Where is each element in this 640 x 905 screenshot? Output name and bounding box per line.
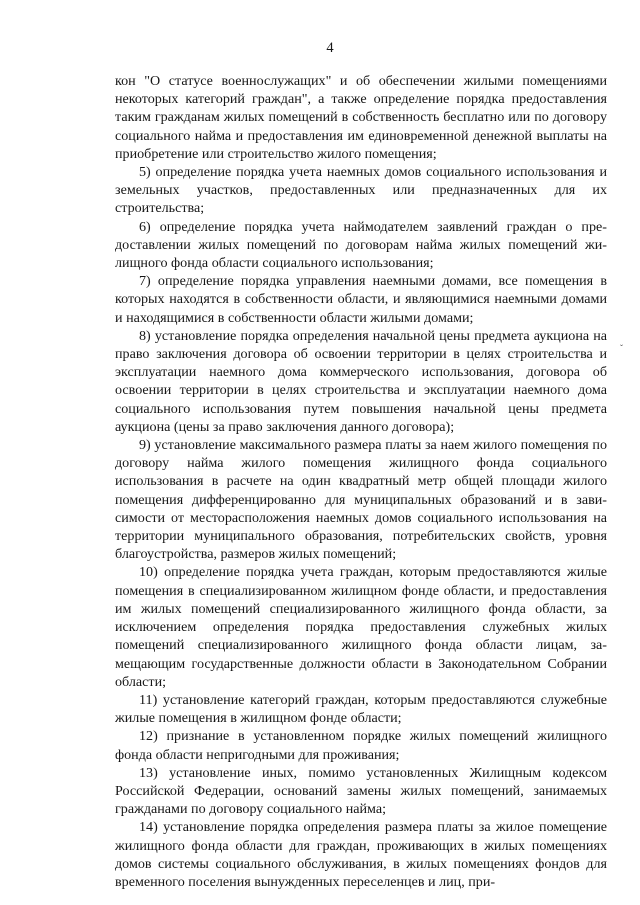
paragraph-item-13: 13) установление иных, помимо установленных Жилищным кодексом Российской Федерации, оснований замены жилых помещений, занимаемых гражданами по договору социального найма; xyxy=(115,764,607,818)
paragraph-item-6: 6) определение порядка учета наймодателем заявлений граждан о предоставлении жилых помещений по договорам найма жилых помещений жилищного фонда области социального использования; xyxy=(115,218,607,272)
paragraph-item-9: 9) установление максимального размера платы за наем жилого помещения по договору найма жилого помещения жилищного фонда социального использования в расчете на один квадратный метр общей площади жилого помещения дифференцированно для муниципальных образований и в зависимости от месторасположения наемных домов социального использования на территории муниципального образования, потребительских свойств, уровня благоустройства, размеров жилых помещений; xyxy=(115,437,607,563)
paragraph-continuation: кон "О статусе военнослужащих" и об обеспечении жилыми помещениями некоторых категорий граждан", а также определение порядка предоставления таким гражданам жилых помещений в собственность бесплатно или по договору социального найма и предоставления им единовременной денежной выплаты на приобретение или строительство жилого помещения; xyxy=(115,73,607,162)
paragraph-item-11: 11) установление категорий граждан, которым предоставляются служебные жилые помещения в жилищном фонде области; xyxy=(115,691,607,727)
margin-mark: ˇ xyxy=(620,343,623,353)
paragraph-item-10: 10) определение порядка учета граждан, которым предоставляются жилые помещения в специализированном жилищном фонде области, и предоставления им жилых помещений специализированного жилищного фонда области, за исключением определения порядка предоставления служебных жилых помещений специализированного жилищного фонда области лицам, замещающим государственные должности области в Законодательном Собрании области; xyxy=(115,564,607,690)
paragraph-item-7: 7) определение порядка управления наемными домами, все помещения в которых находятся в собственности области, и являющимися наемными домами и находящимися в собственности области жилыми домами; xyxy=(115,273,607,326)
paragraph-item-12: 12) признание в установленном порядке жилых помещений жилищного фонда области непригодными для проживания; xyxy=(115,728,607,763)
page-number: 4 xyxy=(326,40,334,56)
document-body xyxy=(115,72,607,891)
paragraph-item-5: 5) определение порядка учета наемных домов социального использования и земельных участков, предоставленных или предназначенных для их строительства; xyxy=(115,164,607,217)
paragraph-item-14: 14) установление порядка определения размера платы за жилое помещение жилищного фонда области для граждан, проживающих в жилых помещениях домов системы социального обслуживания, в жилых помещениях фондов для временного поселения вынужденных переселенцев и лиц, при- xyxy=(115,819,607,890)
paragraph-item-8: 8) установление порядка определения начальной цены предмета аукциона на право заключения договора об освоении территории в целях строительства и эксплуатации наемного дома коммерческого использования, договора об освоении территории в целях строительства и эксплуатации наемного дома социального использования путем повышения начальной цены предмета аукциона (цены за право заключения данного договора); xyxy=(115,327,607,435)
